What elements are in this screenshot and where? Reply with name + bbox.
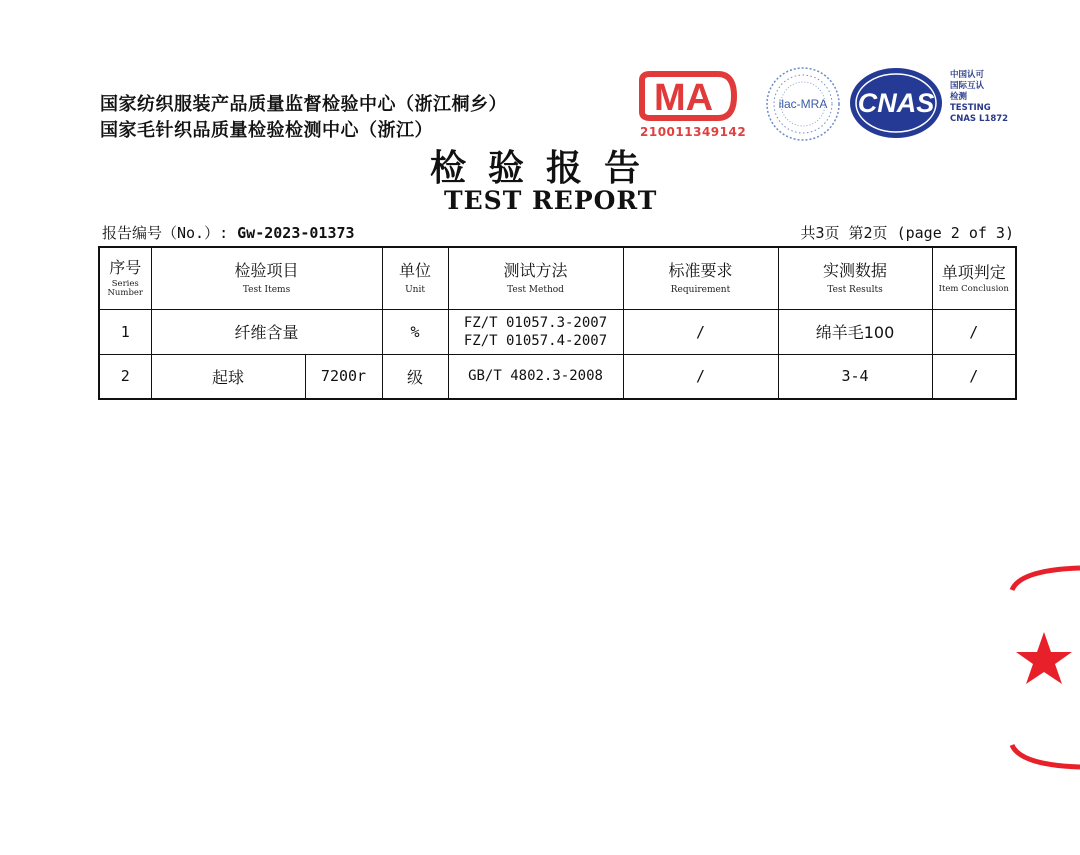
cell-test-result: 绵羊毛100 (778, 309, 932, 354)
cnas-side-line: TESTING (950, 103, 991, 113)
table-row (99, 354, 1016, 399)
cell-requirement: / (623, 309, 778, 354)
cnas-side-line: 检测 (950, 92, 968, 102)
org-name-line2: 国家毛针织品质量检验检测中心（浙江） (100, 120, 433, 141)
header-unit: 单位 Unit (382, 247, 448, 309)
report-title-en: TEST REPORT (444, 186, 658, 215)
cnas-side-line: 中国认可 (950, 70, 985, 80)
report-title-cn: 检验报告 (430, 147, 663, 189)
cnas-logo-text: CNAS (857, 88, 935, 118)
header-series: 序号 Series Number (99, 247, 151, 309)
cell-test-method (448, 354, 623, 399)
header-test-method: 测试方法 Test Method (448, 247, 623, 309)
cell-test-item-detail: 7200r (305, 354, 382, 399)
cnas-side-line: 国际互认 (950, 81, 985, 91)
cell-conclusion: / (932, 354, 1016, 399)
cell-conclusion: / (932, 309, 1016, 354)
report-number-value: Gw-2023-01373 (237, 224, 355, 242)
header-test-items: 检验项目 Test Items (151, 247, 382, 309)
cell-series: 1 (99, 309, 151, 354)
method-line: GB/T 4802.3-2008 (468, 368, 603, 385)
cell-test-method (448, 309, 623, 354)
stamp-star-icon (1016, 632, 1072, 684)
cell-requirement: / (623, 354, 778, 399)
header-requirement: 标准要求 Requirement (623, 247, 778, 309)
cell-series: 2 (99, 354, 151, 399)
table-row (99, 309, 1016, 354)
method-line: FZ/T 01057.3-2007 (463, 314, 608, 331)
header-test-results: 实测数据 Test Results (778, 247, 932, 309)
cnas-logo (846, 66, 950, 140)
inspection-stamp (990, 560, 1080, 775)
cell-unit: % (382, 309, 448, 354)
header-item-conclusion: 单项判定 Item Conclusion (932, 247, 1016, 309)
method-line: FZ/T 01057.4-2007 (463, 332, 608, 349)
table-header-row (99, 247, 1016, 309)
cell-test-item: 起球 (151, 354, 305, 399)
org-name-line1: 国家纺织服装产品质量监督检验中心（浙江桐乡） (100, 94, 507, 115)
ilac-logo-text: ilac-MRA (778, 97, 828, 111)
cnas-side-text (950, 70, 1008, 125)
cell-test-item: 纤维含量 (151, 309, 382, 354)
cma-logo-text: MA (654, 77, 714, 119)
cma-number: 210011349142 (640, 125, 747, 139)
page-info: 共3页 第2页 (page 2 of 3) (800, 224, 1014, 242)
cell-unit: 级 (382, 354, 448, 399)
report-number (102, 222, 355, 243)
report-number-label: 报告编号（No.）: (102, 224, 229, 242)
test-results-table (98, 246, 1017, 400)
cell-test-result: 3-4 (778, 354, 932, 399)
ilac-mra-logo (762, 64, 844, 144)
cnas-side-line: CNAS L1872 (950, 114, 1009, 124)
